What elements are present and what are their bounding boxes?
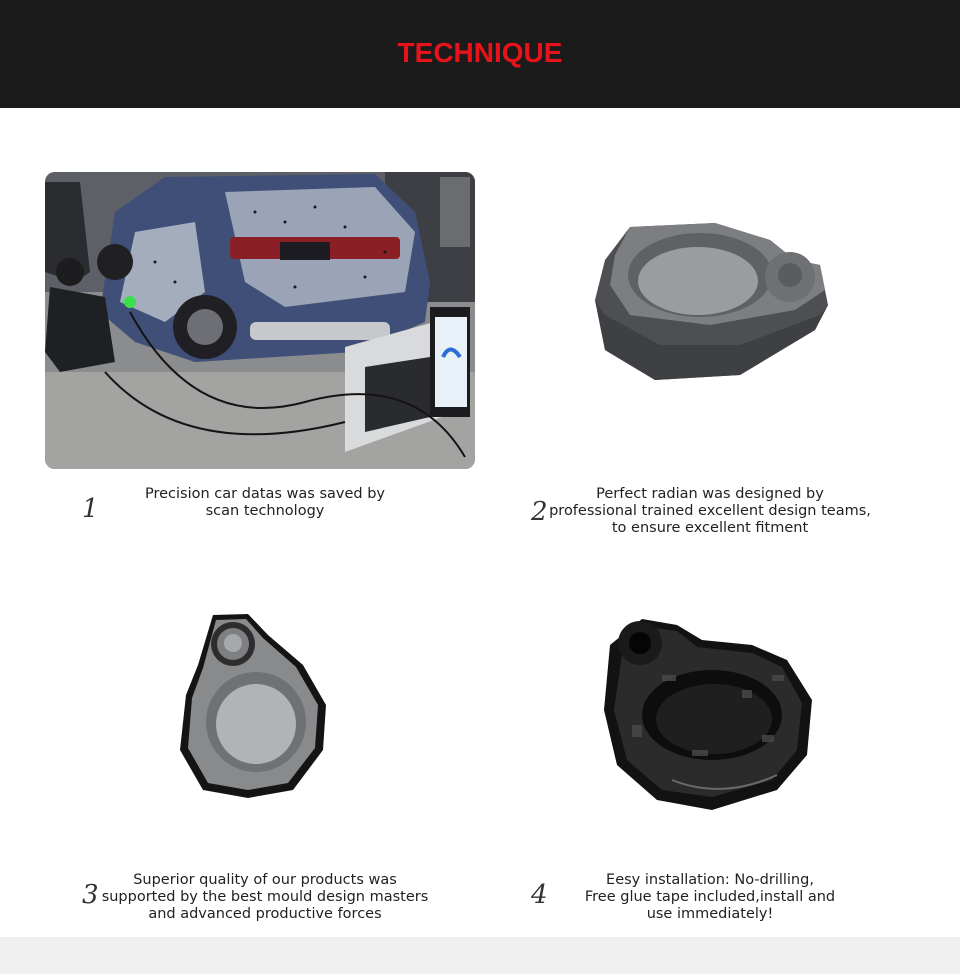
step-2-line: professional trained excellent design teams, [549,503,871,519]
step-4-line: Free glue tape included,install and [584,889,836,905]
step-1-line: Precision car datas was saved by [144,486,385,502]
ashtray-render [590,215,835,390]
step-1-caption [110,486,420,520]
step-2-number: 2 [531,497,548,527]
step-4-caption [560,872,860,923]
footer-band [0,937,960,974]
step-3-line: and advanced productive forces [148,906,382,922]
page-title: TECHNIQUE [397,37,563,68]
step-1-line: scan technology [205,503,325,519]
mould-top-view [178,610,330,802]
step-3-number: 3 [82,880,99,910]
step-4-number: 4 [531,880,548,910]
header-banner [0,0,960,108]
step-3-caption [100,872,430,923]
step-3-line: Superior quality of our products was [133,872,397,888]
step-4-line: Eesy installation: No-drilling, [606,872,814,888]
carbon-ashtray-photo [602,615,820,815]
car-scan-photo [45,172,475,469]
step-4-line: use immediately! [646,906,774,922]
step-2-caption [545,486,875,537]
step-1-number: 1 [82,494,99,524]
step-2-line: Perfect radian was designed by [596,486,824,502]
step-2-line: to ensure excellent fitment [611,520,809,536]
step-3-line: supported by the best mould design masters [101,889,429,905]
